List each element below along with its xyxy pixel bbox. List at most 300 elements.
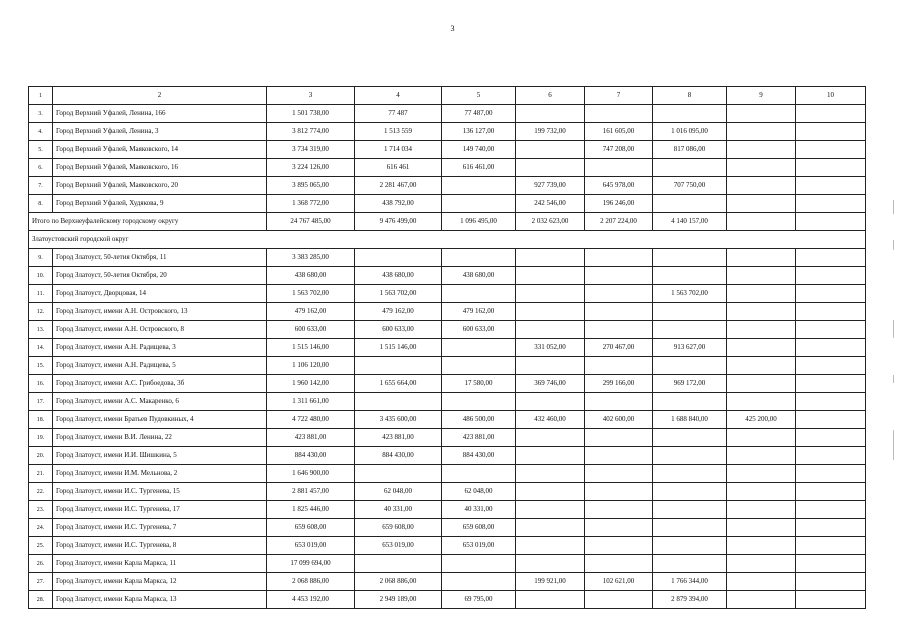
amount-cell: 402 600,00 [585,411,653,429]
amount-cell [355,465,442,483]
table-row [29,249,866,267]
row-number: 7. [29,177,53,195]
row-number: 14. [29,339,53,357]
table-row [29,123,866,141]
amount-cell [585,537,653,555]
amount-cell: 3 734 319,00 [267,141,355,159]
amount-cell [585,393,653,411]
column-number-8: 8 [653,87,727,105]
amount-cell [796,357,866,375]
amount-cell [516,555,585,573]
table-header-row [29,87,866,105]
amount-cell: 69 795,00 [442,591,516,609]
amount-cell: 62 048,00 [442,483,516,501]
address-cell: Город Златоуст, 50-летия Октября, 11 [53,249,267,267]
amount-cell [653,267,727,285]
amount-cell [727,465,796,483]
row-number: 15. [29,357,53,375]
amount-cell: 1 311 661,00 [267,393,355,411]
amount-cell: 817 086,00 [653,141,727,159]
housing-repair-table [28,86,866,609]
address-cell: Город Верхний Уфалей, Худякова, 9 [53,195,267,213]
amount-cell [796,537,866,555]
amount-cell [585,321,653,339]
table-row [29,303,866,321]
amount-cell: 884 430,00 [355,447,442,465]
amount-cell [653,393,727,411]
amount-cell: 242 546,00 [516,195,585,213]
amount-cell: 423 881,00 [442,429,516,447]
total-row [29,213,866,231]
amount-cell [727,501,796,519]
amount-cell: 3 895 065,00 [267,177,355,195]
amount-cell: 659 608,00 [267,519,355,537]
amount-cell [585,285,653,303]
address-cell: Город Златоуст, имени А.Н. Радищева, 5 [53,357,267,375]
table-row [29,321,866,339]
amount-cell [727,519,796,537]
table-row [29,429,866,447]
address-cell: Город Златоуст, Дворцовая, 14 [53,285,267,303]
amount-cell: 369 746,00 [516,375,585,393]
table-row [29,357,866,375]
amount-cell [653,195,727,213]
amount-cell [653,357,727,375]
row-number: 8. [29,195,53,213]
amount-cell: 438 680,00 [267,267,355,285]
address-cell: Город Златоуст, имени А.Н. Островского, 13 [53,303,267,321]
amount-cell [516,591,585,609]
amount-cell: 1 563 702,00 [267,285,355,303]
amount-cell: 1 515 146,00 [355,339,442,357]
amount-cell [516,393,585,411]
amount-cell [796,501,866,519]
amount-cell [516,285,585,303]
amount-cell [653,105,727,123]
amount-cell [355,249,442,267]
address-cell: Город Верхний Уфалей, Ленина, 3 [53,123,267,141]
amount-cell [355,393,442,411]
amount-cell [796,105,866,123]
amount-cell [796,321,866,339]
amount-cell [516,465,585,483]
amount-cell [727,249,796,267]
row-number: 11. [29,285,53,303]
amount-cell: 479 162,00 [442,303,516,321]
amount-cell [796,339,866,357]
amount-cell: 199 921,00 [516,573,585,591]
amount-cell: 3 383 285,00 [267,249,355,267]
amount-cell [727,339,796,357]
table-row [29,177,866,195]
row-number: 4. [29,123,53,141]
amount-cell: 707 750,00 [653,177,727,195]
address-cell: Город Златоуст, имени А.Н. Радищева, 3 [53,339,267,357]
amount-cell [727,573,796,591]
amount-cell [516,501,585,519]
amount-cell [355,357,442,375]
amount-cell: 600 633,00 [355,321,442,339]
amount-cell [796,375,866,393]
amount-cell [516,249,585,267]
amount-cell [796,159,866,177]
amount-cell [796,519,866,537]
amount-cell: 1 655 664,00 [355,375,442,393]
amount-cell: 438 792,00 [355,195,442,213]
amount-cell: 270 467,00 [585,339,653,357]
amount-cell [585,357,653,375]
amount-cell: 927 739,00 [516,177,585,195]
amount-cell [796,177,866,195]
amount-cell: 102 621,00 [585,573,653,591]
amount-cell: 1 714 034 [355,141,442,159]
amount-cell [796,267,866,285]
amount-cell: 17 099 694,00 [267,555,355,573]
table-row [29,519,866,537]
amount-cell [796,195,866,213]
amount-cell [585,303,653,321]
table-row [29,447,866,465]
amount-cell [653,537,727,555]
amount-cell: 486 500,00 [442,411,516,429]
row-number: 18. [29,411,53,429]
table-row [29,411,866,429]
amount-cell [653,465,727,483]
amount-cell: 600 633,00 [267,321,355,339]
amount-cell [727,555,796,573]
amount-cell [727,123,796,141]
amount-cell [653,447,727,465]
amount-cell [796,285,866,303]
amount-cell [585,465,653,483]
amount-cell: 645 978,00 [585,177,653,195]
amount-cell: 1 825 446,00 [267,501,355,519]
address-cell: Город Златоуст, имени И.С. Тургенева, 8 [53,537,267,555]
amount-cell [516,357,585,375]
amount-cell: 199 732,00 [516,123,585,141]
column-number-6: 6 [516,87,585,105]
amount-cell [727,141,796,159]
amount-cell: 432 460,00 [516,411,585,429]
amount-cell: 1 563 702,00 [653,285,727,303]
amount-cell: 1 368 772,00 [267,195,355,213]
amount-cell [516,483,585,501]
row-number: 27. [29,573,53,591]
amount-cell: 3 224 126,00 [267,159,355,177]
table-row [29,573,866,591]
amount-cell: 423 881,00 [355,429,442,447]
table-row [29,141,866,159]
amount-cell: 616 461,00 [442,159,516,177]
amount-cell: 1 688 840,00 [653,411,727,429]
amount-cell [653,159,727,177]
amount-cell [727,267,796,285]
amount-cell [585,519,653,537]
address-cell: Город Златоуст, имени А.С. Макаренко, 6 [53,393,267,411]
amount-cell [727,321,796,339]
amount-cell [727,303,796,321]
amount-cell [727,285,796,303]
table-row [29,285,866,303]
row-number: 19. [29,429,53,447]
amount-cell [727,483,796,501]
amount-cell: 299 166,00 [585,375,653,393]
address-cell: Город Златоуст, 50-летия Октября, 20 [53,267,267,285]
address-cell: Город Златоуст, имени А.С. Грибоедова, 3б [53,375,267,393]
amount-cell: 884 430,00 [442,447,516,465]
amount-cell [796,573,866,591]
row-number: 6. [29,159,53,177]
amount-cell [516,429,585,447]
amount-cell: 40 331,00 [442,501,516,519]
amount-cell: 136 127,00 [442,123,516,141]
table-row [29,537,866,555]
amount-cell: 659 608,00 [355,519,442,537]
table-row [29,483,866,501]
amount-cell: 653 019,00 [355,537,442,555]
column-number-5: 5 [442,87,516,105]
amount-cell [796,141,866,159]
amount-cell: 40 331,00 [355,501,442,519]
amount-cell [355,555,442,573]
address-cell: Город Верхний Уфалей, Ленина, 166 [53,105,267,123]
amount-cell [796,249,866,267]
amount-cell: 17 580,00 [442,375,516,393]
table-row [29,393,866,411]
amount-cell [653,483,727,501]
amount-cell [796,483,866,501]
amount-cell [442,249,516,267]
address-cell: Город Златоуст, имени И.С. Тургенева, 15 [53,483,267,501]
total-value: 9 476 499,00 [355,213,442,231]
row-number: 16. [29,375,53,393]
amount-cell [727,177,796,195]
amount-cell: 1 016 095,00 [653,123,727,141]
total-value: 1 096 495,00 [442,213,516,231]
amount-cell [585,591,653,609]
amount-cell [727,357,796,375]
column-number-3: 3 [267,87,355,105]
amount-cell [653,429,727,447]
amount-cell: 913 627,00 [653,339,727,357]
row-number: 9. [29,249,53,267]
amount-cell: 149 740,00 [442,141,516,159]
amount-cell: 438 680,00 [442,267,516,285]
amount-cell: 659 608,00 [442,519,516,537]
amount-cell [442,285,516,303]
amount-cell: 4 722 480,00 [267,411,355,429]
amount-cell: 747 208,00 [585,141,653,159]
row-number: 20. [29,447,53,465]
amount-cell [516,447,585,465]
total-label: Итого по Верхнеуфалейскому городскому округу [29,213,267,231]
amount-cell [796,591,866,609]
amount-cell: 2 281 467,00 [355,177,442,195]
row-number: 26. [29,555,53,573]
amount-cell: 1 646 900,00 [267,465,355,483]
amount-cell [796,123,866,141]
amount-cell [585,501,653,519]
amount-cell [653,321,727,339]
amount-cell [442,357,516,375]
address-cell: Город Златоуст, имени Карла Маркса, 11 [53,555,267,573]
column-number-9: 9 [727,87,796,105]
address-cell: Город Златоуст, имени И.М. Мельнова, 2 [53,465,267,483]
amount-cell [442,393,516,411]
total-value [727,213,796,231]
amount-cell: 884 430,00 [267,447,355,465]
amount-cell: 969 172,00 [653,375,727,393]
amount-cell: 196 246,00 [585,195,653,213]
amount-cell: 331 052,00 [516,339,585,357]
total-value: 24 767 485,00 [267,213,355,231]
amount-cell [516,141,585,159]
table-row [29,465,866,483]
amount-cell: 423 881,00 [267,429,355,447]
amount-cell [516,303,585,321]
amount-cell: 600 633,00 [442,321,516,339]
total-value [796,213,866,231]
amount-cell: 62 048,00 [355,483,442,501]
amount-cell: 3 812 774,00 [267,123,355,141]
amount-cell [727,105,796,123]
scan-margin-marks [891,200,897,500]
table-row [29,159,866,177]
amount-cell [653,519,727,537]
column-number-4: 4 [355,87,442,105]
amount-cell [727,447,796,465]
amount-cell [516,519,585,537]
address-cell: Город Златоуст, имени Братьев Пудовкиных, 4 [53,411,267,429]
amount-cell: 653 019,00 [267,537,355,555]
table-row [29,591,866,609]
amount-cell: 1 563 702,00 [355,285,442,303]
amount-cell [442,195,516,213]
row-number: 13. [29,321,53,339]
amount-cell [727,591,796,609]
amount-cell: 1 106 120,00 [267,357,355,375]
amount-cell: 479 162,00 [267,303,355,321]
amount-cell [585,105,653,123]
amount-cell [516,321,585,339]
amount-cell [516,537,585,555]
section-title: Златоустовский городской округ [29,231,866,249]
row-number: 23. [29,501,53,519]
total-value: 2 032 623,00 [516,213,585,231]
table-row [29,339,866,357]
amount-cell: 479 162,00 [355,303,442,321]
amount-cell: 3 435 600,00 [355,411,442,429]
amount-cell [585,267,653,285]
row-number: 10. [29,267,53,285]
amount-cell [516,159,585,177]
amount-cell [585,159,653,177]
amount-cell: 161 605,00 [585,123,653,141]
column-number-7: 7 [585,87,653,105]
row-number: 3. [29,105,53,123]
table-row [29,375,866,393]
amount-cell [653,303,727,321]
amount-cell [442,177,516,195]
amount-cell [727,393,796,411]
amount-cell: 4 453 192,00 [267,591,355,609]
total-value: 2 207 224,00 [585,213,653,231]
amount-cell: 425 200,00 [727,411,796,429]
column-number-10: 10 [796,87,866,105]
table-row [29,267,866,285]
address-cell: Город Верхний Уфалей, Маяковского, 14 [53,141,267,159]
column-number-2: 2 [53,87,267,105]
amount-cell: 1 515 146,00 [267,339,355,357]
amount-cell [585,429,653,447]
page-number: 3 [450,24,455,33]
amount-cell [442,555,516,573]
amount-cell [796,303,866,321]
amount-cell [516,267,585,285]
amount-cell [585,249,653,267]
amount-cell [585,555,653,573]
table-row [29,105,866,123]
amount-cell [727,537,796,555]
address-cell: Город Златоуст, имени Карла Маркса, 12 [53,573,267,591]
row-number: 17. [29,393,53,411]
amount-cell [442,573,516,591]
amount-cell: 1 960 142,00 [267,375,355,393]
amount-cell [796,447,866,465]
column-number-1: 1 [29,87,53,105]
row-number: 24. [29,519,53,537]
row-number: 21. [29,465,53,483]
row-number: 28. [29,591,53,609]
amount-cell [796,429,866,447]
amount-cell: 616 461 [355,159,442,177]
amount-cell [796,411,866,429]
amount-cell [796,393,866,411]
row-number: 12. [29,303,53,321]
total-value: 4 140 157,00 [653,213,727,231]
amount-cell [585,483,653,501]
amount-cell [516,105,585,123]
amount-cell: 653 019,00 [442,537,516,555]
table-row [29,501,866,519]
amount-cell [653,501,727,519]
address-cell: Город Златоуст, имени И.С. Тургенева, 17 [53,501,267,519]
amount-cell [653,249,727,267]
amount-cell: 1 501 738,00 [267,105,355,123]
amount-cell [727,195,796,213]
amount-cell: 2 949 189,00 [355,591,442,609]
amount-cell [796,555,866,573]
address-cell: Город Златоуст, имени А.Н. Островского, 8 [53,321,267,339]
row-number: 25. [29,537,53,555]
address-cell: Город Златоуст, имени В.И. Ленина, 22 [53,429,267,447]
amount-cell [796,465,866,483]
amount-cell: 2 068 886,00 [355,573,442,591]
address-cell: Город Верхний Уфалей, Маяковского, 20 [53,177,267,195]
amount-cell [653,555,727,573]
amount-cell [727,375,796,393]
amount-cell [585,447,653,465]
table-row [29,555,866,573]
amount-cell [442,339,516,357]
amount-cell: 438 680,00 [355,267,442,285]
row-number: 5. [29,141,53,159]
amount-cell: 1 766 344,00 [653,573,727,591]
amount-cell: 77 487 [355,105,442,123]
amount-cell: 1 513 559 [355,123,442,141]
address-cell: Город Златоуст, имени И.И. Шишкина, 5 [53,447,267,465]
amount-cell: 2 881 457,00 [267,483,355,501]
